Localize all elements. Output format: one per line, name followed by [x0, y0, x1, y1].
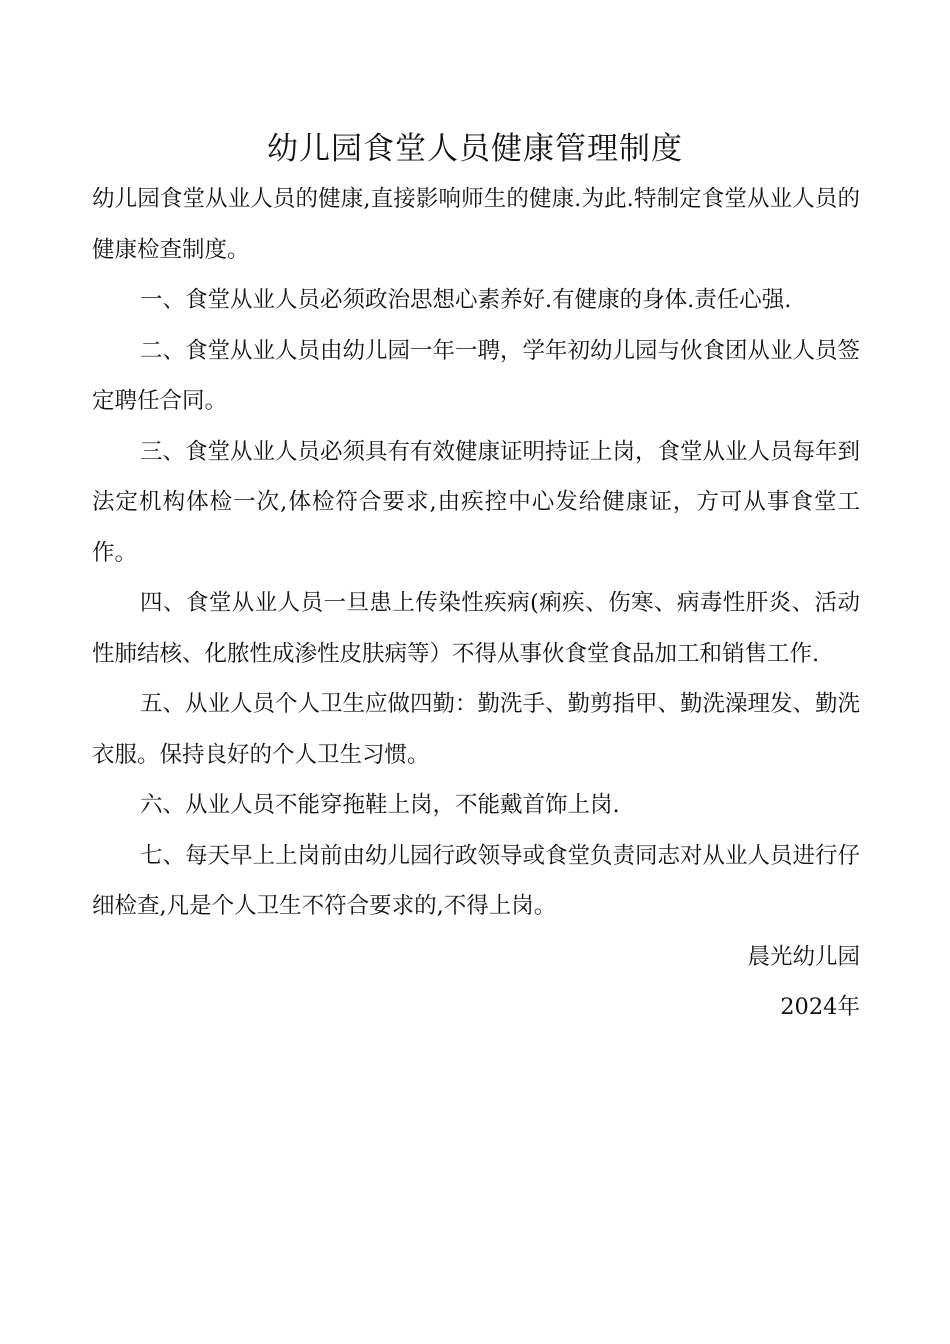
intro-paragraph: 幼儿园食堂从业人员的健康,直接影响师生的健康.为此.特制定食堂从业人员的健康检查制度。 [92, 186, 860, 263]
signature-date: 2024年 [780, 994, 860, 1020]
document-body [92, 174, 860, 1033]
document-title: 幼儿园食堂人员健康管理制度 [267, 131, 683, 167]
article-6: 六、从业人员不能穿拖鞋上岗，不能戴首饰上岗. [140, 792, 620, 818]
article-5: 五、从业人员个人卫生应做四勤：勤洗手、勤剪指甲、勤洗澡理发、勤洗衣服。保持良好的个人卫生习惯。 [92, 691, 861, 768]
article-1: 一、食堂从业人员必须政治思想心素养好.有健康的身体.责任心强. [140, 287, 792, 313]
article-3: 三、食堂从业人员必须具有有效健康证明持证上岗，食堂从业人员每年到法定机构体检一次,体检符合要求,由疾控中心发给健康证，方可从事食堂工作。 [92, 438, 861, 566]
signature-organization: 晨光幼儿园 [747, 943, 860, 970]
article-4: 四、食堂从业人员一旦患上传染性疾病(痢疾、伤寒、病毒性肝炎、活动性肺结核、化脓性成渗性皮肤病等）不得从事伙食堂食品加工和销售工作. [92, 590, 860, 667]
article-2: 二、食堂从业人员由幼儿园一年一聘，学年初幼儿园与伙食团从业人员签定聘任合同。 [92, 337, 861, 414]
article-7: 七、每天早上上岗前由幼儿园行政领导或食堂负责同志对从业人员进行仔细检查,凡是个人卫生不符合要求的,不得上岗。 [92, 842, 861, 919]
